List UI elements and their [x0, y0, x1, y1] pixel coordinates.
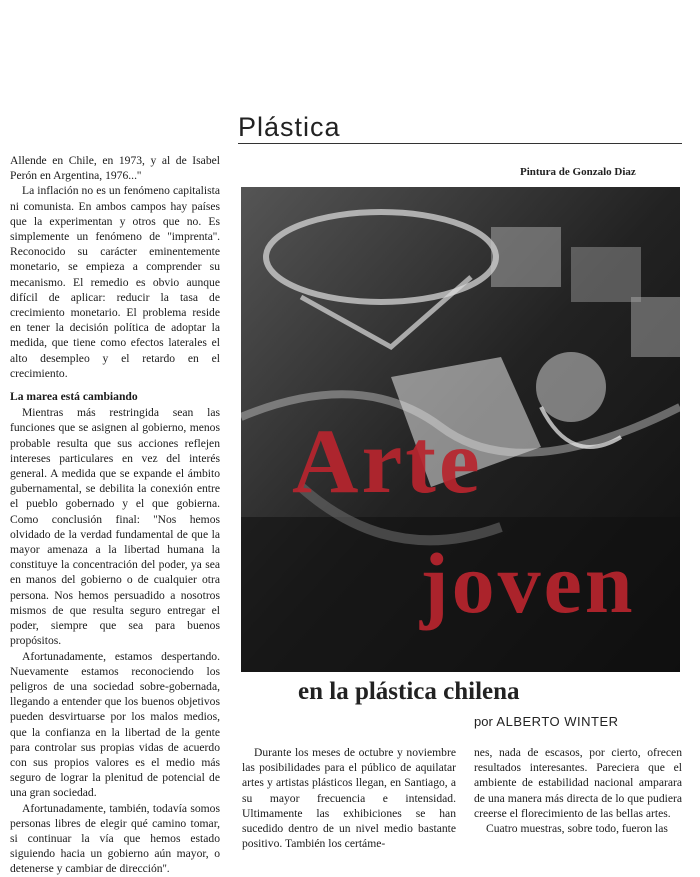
- middle-column: [242, 745, 456, 851]
- photo-credit: Pintura de Gonzalo Diaz: [520, 166, 636, 178]
- paragraph: Afortunadamente, estamos despertando. Nuevamente estamos reconociendo los peligros de una sociedad sobre-gobernada, llegando a entender que los buenos objetivos pueden desvirtuarse por los malos medios, que la confianza en la libertad de la gente para controlar sus propias vidas de acuerdo con sus propios valores es el medio más seguro de lograr la plenitud de potencial de una gran sociedad.: [10, 649, 220, 800]
- paragraph: Allende en Chile, en 1973, y al de Isabel Perón en Argentina, 1976...'': [10, 154, 220, 183]
- byline-prefix: por: [474, 714, 493, 729]
- article-subtitle: en la plástica chilena: [298, 678, 520, 705]
- headline-line-1: Arte: [292, 410, 483, 512]
- byline-author: ALBERTO WINTER: [496, 714, 619, 729]
- paragraph: Durante los meses de octubre y noviembre las posibilidades para el público de aquilatar artes y artistas plásticos llegan, en Santiago, a su mayor frecuencia e intensidad. Ultimamente las exhibiciones se han sucedido dentro de un nivel medio bastante positivo. También los certáme-: [242, 746, 456, 851]
- byline: [474, 714, 619, 729]
- paragraph: Afortunadamente, también, todavía somos personas libres de elegir qué camino tomar, si continuar la vía que hemos estado siguiendo hacia un gobierno aún mayor, o detenerse y cambiar de dirección''.: [10, 801, 220, 876]
- right-column: [474, 745, 682, 836]
- paragraph: Mientras más restringida sean las funciones que se asignen al gobierno, menos probable resulta que sus acciones reflejen intereses particulares en vez del interés general. A medida que se expande el ámbito gubernamental, se debilita la conexión entre el pueblo gobernado y el que gobierna. Como conclusión final: ''Nos hemos olvidado de la verdad fundamental de que la mayor amenaza a la libertad humana la constituye la concentración del poder, ya sea en manos del gobierno o de cualquier otra persona. Nos hemos persuadido a nosotros mismos de que resulta seguro entregar el poder, siempre que sea para buenos propósitos.: [10, 406, 220, 648]
- paragraph: Cuatro muestras, sobre todo, fueron las: [486, 822, 668, 836]
- left-column: [10, 153, 220, 877]
- section-rule: [238, 143, 682, 144]
- section-title: Plástica: [238, 112, 341, 142]
- paragraph: La inflación no es un fenómeno capitalista ni comunista. En ambos campos hay países que la experimentan y otros que no. Es simplemente un fenómeno de ''imprenta''. Reconocido su carácter eminentemente monetario, se empieza a comprender su mecanismo. El remedio es obvio aunque difícil de aplicar: reducir la tasa de crecimiento monetario. El problema reside en tener la decisión política de adoptar la medida, que tiene como efectos laterales el alto desempleo y el retardo en el crecimiento.: [10, 184, 220, 380]
- headline-line-2: joven: [420, 535, 636, 631]
- subheading: La marea está cambiando: [10, 390, 138, 404]
- paragraph: nes, nada de escasos, por cierto, ofrecen resultados interesantes. Pareciera que el ambiente de estabilidad nacional amparara de una manera más directa de lo que pudiera creerse el florecimiento de las bellas artes.: [474, 746, 682, 820]
